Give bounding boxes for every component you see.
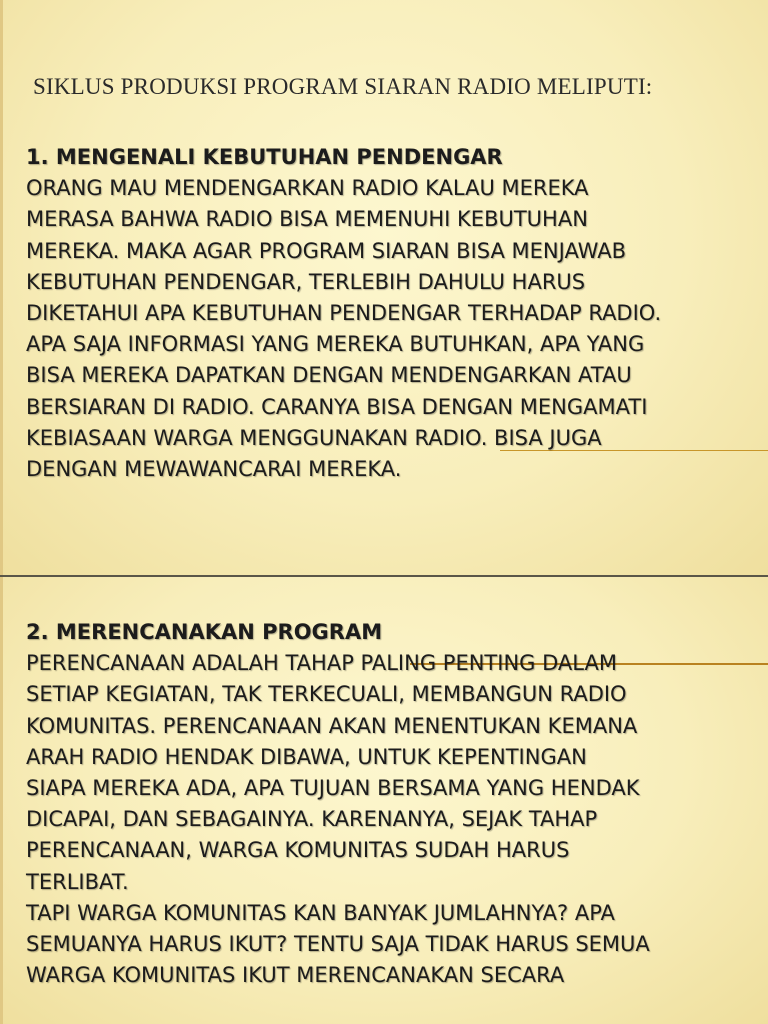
text-line: BISA MEREKA DAPATKAN DENGAN MENDENGARKAN ATAU [26, 363, 632, 388]
text-line: DIKETAHUI APA KEBUTUHAN PENDENGAR TERHADAP RADIO. [26, 301, 662, 326]
slide-left-edge [0, 577, 3, 1024]
text-line: SETIAP KEGIATAN, TAK TERKECUALI, MEMBANGUN RADIO [26, 682, 627, 707]
text-line: TAPI WARGA KOMUNITAS KAN BANYAK JUMLAHNYA? APA [26, 900, 615, 925]
text-line: MERASA BAHWA RADIO BISA MEMENUHI KEBUTUHAN [26, 207, 588, 232]
text-line: BERSIARAN DI RADIO. CARANYA BISA DENGAN MENGAMATI [26, 394, 648, 419]
text-line: PERENCANAAN ADALAH TAHAP PALING PENTING DALAM [26, 651, 617, 676]
section-title-2: 2. MERENCANAKAN PROGRAM [26, 620, 383, 644]
slide-left-edge [0, 0, 3, 575]
text-line: KEBUTUHAN PENDENGAR, TERLEBIH DAHULU HARUS [26, 269, 586, 294]
text-line: KOMUNITAS. PERENCANAAN AKAN MENENTUKAN KEMANA [26, 713, 638, 738]
text-line: WARGA KOMUNITAS IKUT MERENCANAKAN SECARA [26, 963, 565, 988]
text-line: DENGAN MEWAWANCARAI MEREKA. [26, 457, 402, 482]
text-line: PERENCANAAN, WARGA KOMUNITAS SUDAH HARUS [26, 838, 570, 863]
text-line: APA SAJA INFORMASI YANG MEREKA BUTUHKAN, APA YANG [26, 332, 645, 357]
text-line: MEREKA. MAKA AGAR PROGRAM SIARAN BISA MENJAWAB [26, 238, 627, 263]
text-line: TERLIBAT. [26, 869, 129, 894]
text-line: SIAPA MEREKA ADA, APA TUJUAN BERSAMA YANG HENDAK [26, 776, 640, 801]
text-line: ARAH RADIO HENDAK DIBAWA, UNTUK KEPENTINGAN [26, 744, 587, 769]
text-line: ORANG MAU MENDENGARKAN RADIO KALAU MEREKA [26, 176, 589, 201]
text-line: SEMUANYA HARUS IKUT? TENTU SAJA TIDAK HARUS SEMUA [26, 932, 650, 957]
slide-2-body [26, 617, 761, 991]
slide-heading: SIKLUS PRODUKSI PROGRAM SIARAN RADIO MELIPUTI: [33, 74, 653, 99]
text-line: KEBIASAAN WARGA MENGGUNAKAN RADIO. BISA JUGA [26, 425, 602, 450]
text-line: DICAPAI, DAN SEBAGAINYA. KARENANYA, SEJAK TAHAP [26, 807, 598, 832]
slide-1-body [26, 142, 761, 485]
section-title-1: 1. MENGENALI KEBUTUHAN PENDENGAR [26, 145, 503, 169]
